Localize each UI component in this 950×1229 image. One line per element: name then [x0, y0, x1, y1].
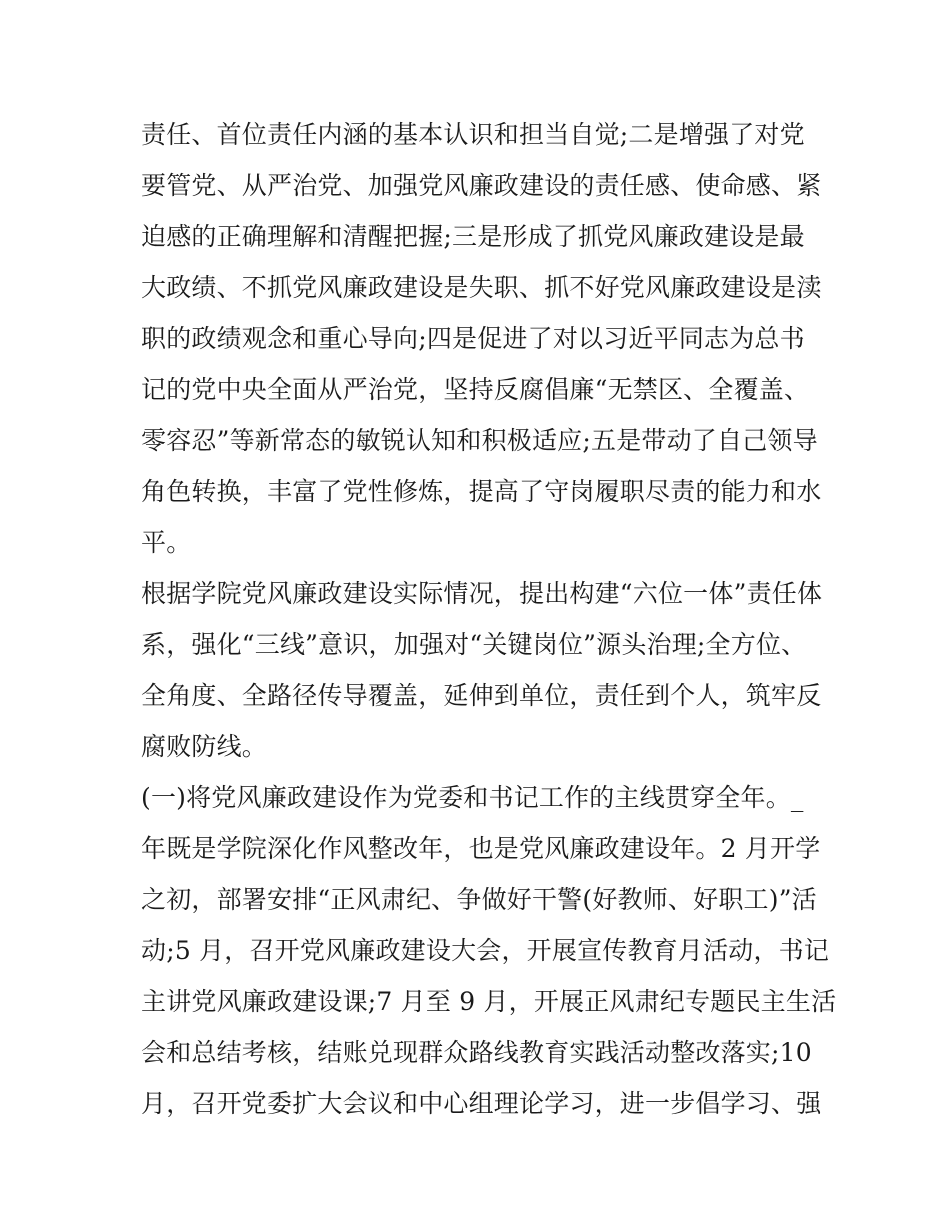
- text-line: 职的政绩观念和重心导向;四是促进了对以习近平同志为总书: [141, 324, 805, 353]
- text-line: 大政绩、不抓党风廉政建设是失职、抓不好党风廉政建设是渎: [141, 273, 822, 302]
- text-line: 零容忍”等新常态的敏锐认知和积极适应;五是带动了自己领导: [141, 426, 818, 455]
- text-line: 腐败防线。: [141, 732, 268, 761]
- text-line: 之初，部署安排“正风肃纪、争做好干警(好教师、好职工)”活: [141, 885, 817, 914]
- text-line: 主讲党风廉政建设课;7 月至 9 月，开展正风肃纪专题民主生活: [141, 987, 837, 1016]
- text-line: 月，召开党委扩大会议和中心组理论学习，进一步倡学习、强: [141, 1089, 822, 1118]
- text-line: 迫感的正确理解和清醒把握;三是形成了抓党风廉政建设是最: [141, 222, 805, 251]
- text-line: 会和总结考核，结账兑现群众路线教育实践活动整改落实;10: [141, 1038, 812, 1067]
- text-line: 记的党中央全面从严治党，坚持反腐倡廉“无禁区、全覆盖、: [141, 375, 810, 404]
- text-line: 系，强化“三线”意识，加强对“关键岗位”源头治理;全方位、: [141, 630, 807, 659]
- text-line: 根据学院党风廉政建设实际情况，提出构建“六位一体”责任体: [141, 579, 823, 608]
- text-line: 责任、首位责任内涵的基本认识和担当自觉;二是增强了对党: [141, 120, 805, 149]
- text-line: 角色转换，丰富了党性修炼，提高了守岗履职尽责的能力和水: [141, 477, 822, 506]
- text-line: 动;5 月，召开党风廉政建设大会，开展宣传教育月活动，书记: [141, 936, 830, 965]
- text-line: 全角度、全路径传导覆盖，延伸到单位，责任到个人，筑牢反: [141, 681, 822, 710]
- text-line: 年既是学院深化作风整改年，也是党风廉政建设年。2 月开学: [141, 834, 821, 863]
- text-line: 要管党、从严治党、加强党风廉政建设的责任感、使命感、紧: [141, 171, 822, 200]
- text-line: (一)将党风廉政建设作为党委和书记工作的主线贯穿全年。_: [141, 783, 804, 812]
- text-line: 平。: [141, 528, 192, 557]
